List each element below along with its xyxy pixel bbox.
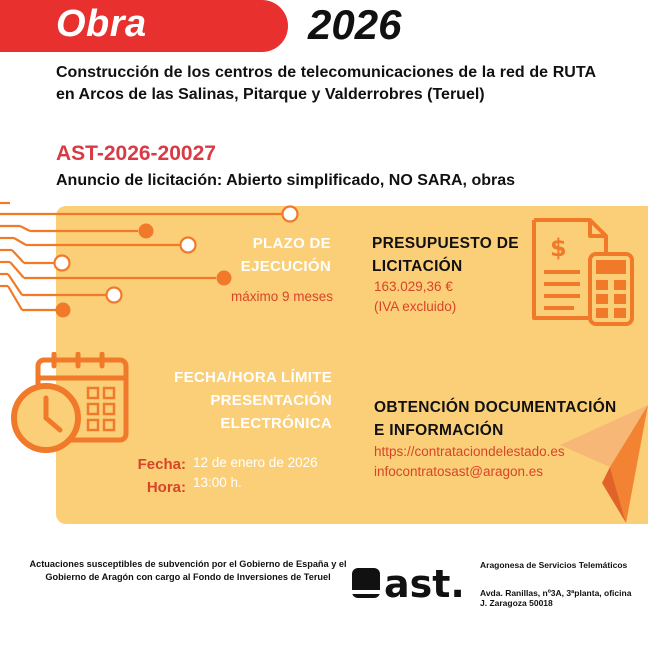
budget-heading-line: LICITACIÓN: [372, 258, 463, 275]
header-year: 2026: [308, 1, 402, 48]
contracting-platform-link[interactable]: https://contrataciondelestado.es: [374, 444, 565, 459]
contact-email-link[interactable]: infocontratosast@aragon.es: [374, 464, 544, 479]
org-address: Avda. Ranillas, nº3A, 3ªplanta, oficina J. Zaragoza 50018: [480, 588, 632, 608]
time-value: 13:00 h.: [193, 475, 242, 490]
org-name: Aragonesa de Servicios Telemáticos: [480, 560, 628, 570]
ast-logo: [350, 560, 474, 604]
project-title: Construcción de los centros de telecomunicaciones de la red de RUTA en Arcos de las Salinas, Pitarque y Valderrobres (Teruel): [56, 64, 596, 103]
budget-heading: [372, 232, 532, 278]
deadline-heading-line: FECHA/HORA LÍMITE: [174, 369, 332, 386]
invoice-calculator-icon: [528, 212, 638, 332]
docs-heading: [374, 396, 644, 442]
docs-heading-line: E INFORMACIÓN: [374, 422, 504, 439]
tender-type: Anuncio de licitación: Abierto simplificado, NO SARA, obras: [56, 172, 516, 189]
header-label: Obra: [56, 3, 147, 45]
tender-code: AST-2026-20027: [56, 142, 216, 165]
ast-logo-text: ast.: [384, 562, 465, 604]
budget-amount: 163.029,36 €: [374, 279, 453, 294]
deadline-heading-line: ELECTRÓNICA: [220, 415, 332, 432]
deadline-heading-line: PRESENTACIÓN: [210, 392, 332, 409]
svg-text:$: $: [550, 234, 567, 262]
deadline-heading: [150, 366, 332, 435]
term-value: máximo 9 meses: [230, 289, 333, 304]
funding-note: Actuaciones susceptibles de subvención por el Gobierno de España y el Gobierno de Aragón con cargo al Fondo de Inversiones de Teruel: [29, 559, 347, 582]
budget-heading-line: PRESUPUESTO DE: [372, 235, 519, 252]
calendar-clock-icon: [8, 352, 132, 456]
docs-heading-line: OBTENCIÓN DOCUMENTACIÓN: [374, 399, 617, 416]
budget-note: (IVA excluido): [374, 299, 457, 314]
time-label: Hora:: [146, 479, 186, 496]
date-value: 12 de enero de 2026: [193, 455, 318, 470]
date-label: Fecha:: [137, 456, 186, 473]
term-heading-line: EJECUCIÓN: [240, 258, 331, 275]
date-time-labels: [120, 453, 186, 499]
term-heading: [205, 232, 331, 278]
term-heading-line: PLAZO DE: [252, 235, 331, 252]
